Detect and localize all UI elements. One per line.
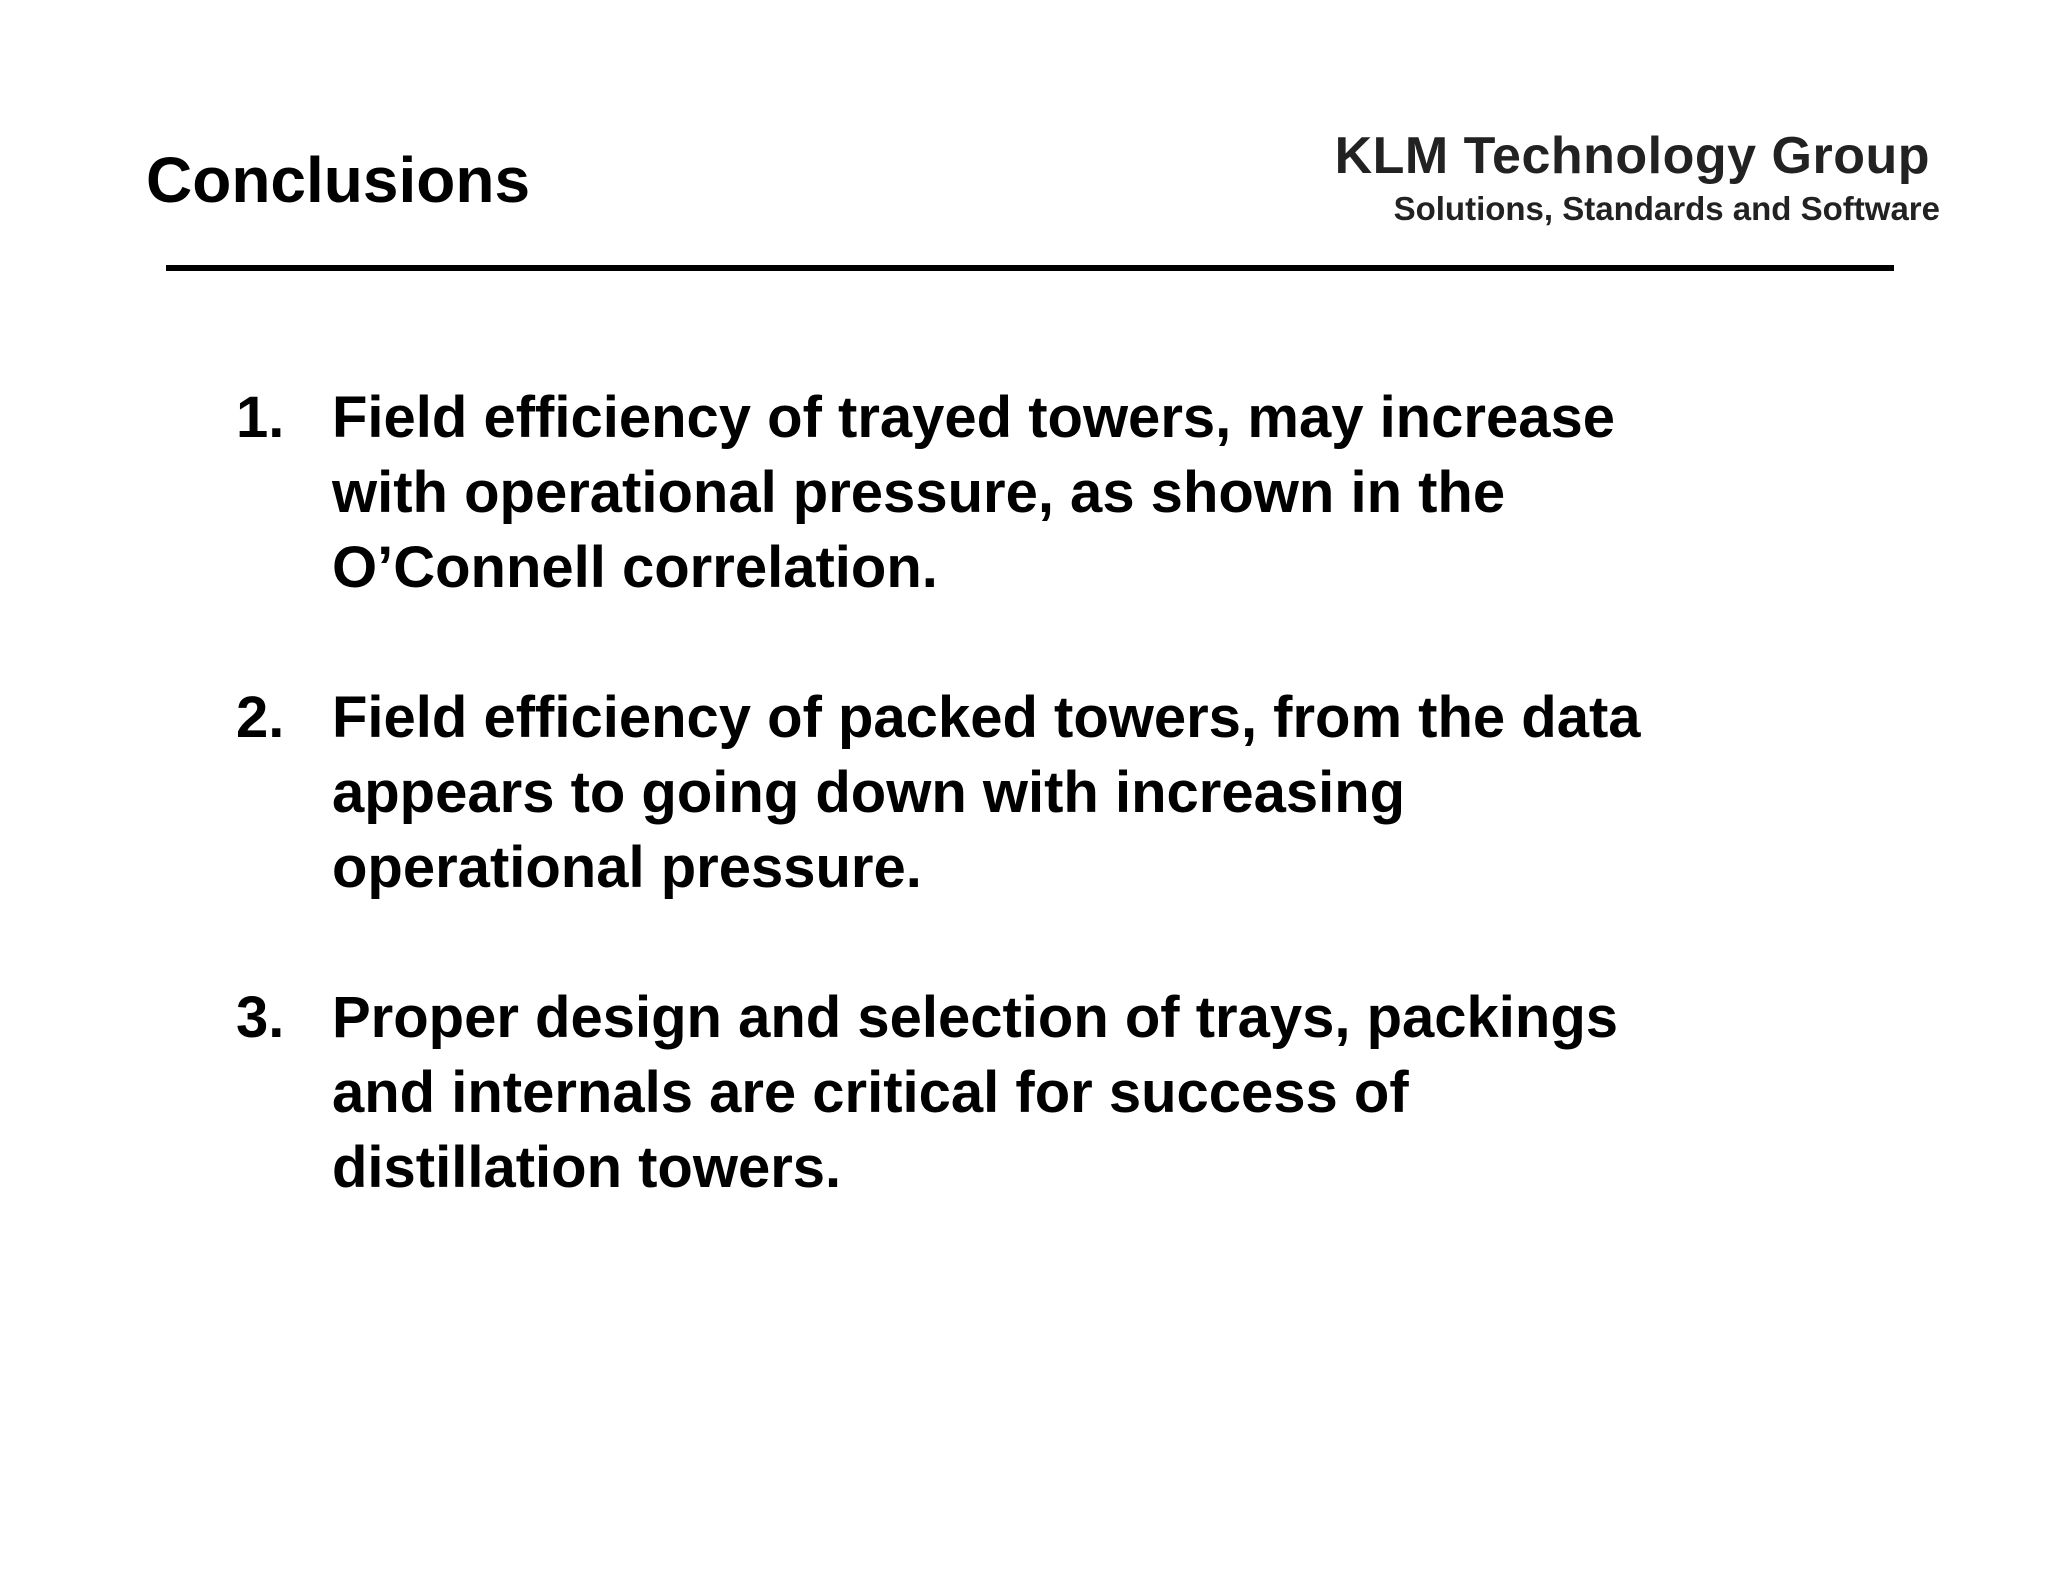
title-divider (166, 265, 1894, 271)
conclusion-number: 1. (236, 385, 285, 450)
conclusion-line: appears to going down with increasing (332, 760, 1406, 825)
conclusion-number: 3. (236, 985, 285, 1050)
brand-tagline: Solutions, Standards and Software (1393, 190, 1940, 227)
conclusion-item-1 (236, 380, 1796, 605)
conclusions-list (236, 380, 1796, 1280)
conclusion-line: O’Connell correlation. (332, 535, 938, 600)
conclusion-line: and internals are critical for success of (332, 1060, 1409, 1125)
conclusion-text (332, 680, 1796, 905)
conclusion-line: with operational pressure, as shown in the (332, 460, 1506, 525)
conclusion-item-3 (236, 980, 1796, 1205)
conclusion-line: Field efficiency of packed towers, from the data (332, 685, 1641, 750)
slide-title: Conclusions (146, 144, 531, 216)
conclusion-item-2 (236, 680, 1796, 905)
brand-logo (1334, 127, 1940, 227)
brand-name: KLM Technology Group (1334, 127, 1930, 185)
conclusion-text (332, 980, 1796, 1205)
conclusion-line: distillation towers. (332, 1135, 842, 1200)
conclusion-line: Proper design and selection of trays, packings (332, 985, 1619, 1050)
conclusion-number: 2. (236, 685, 285, 750)
conclusion-text (332, 380, 1796, 605)
conclusion-line: operational pressure. (332, 835, 922, 900)
conclusion-line: Field efficiency of trayed towers, may increase (332, 385, 1615, 450)
